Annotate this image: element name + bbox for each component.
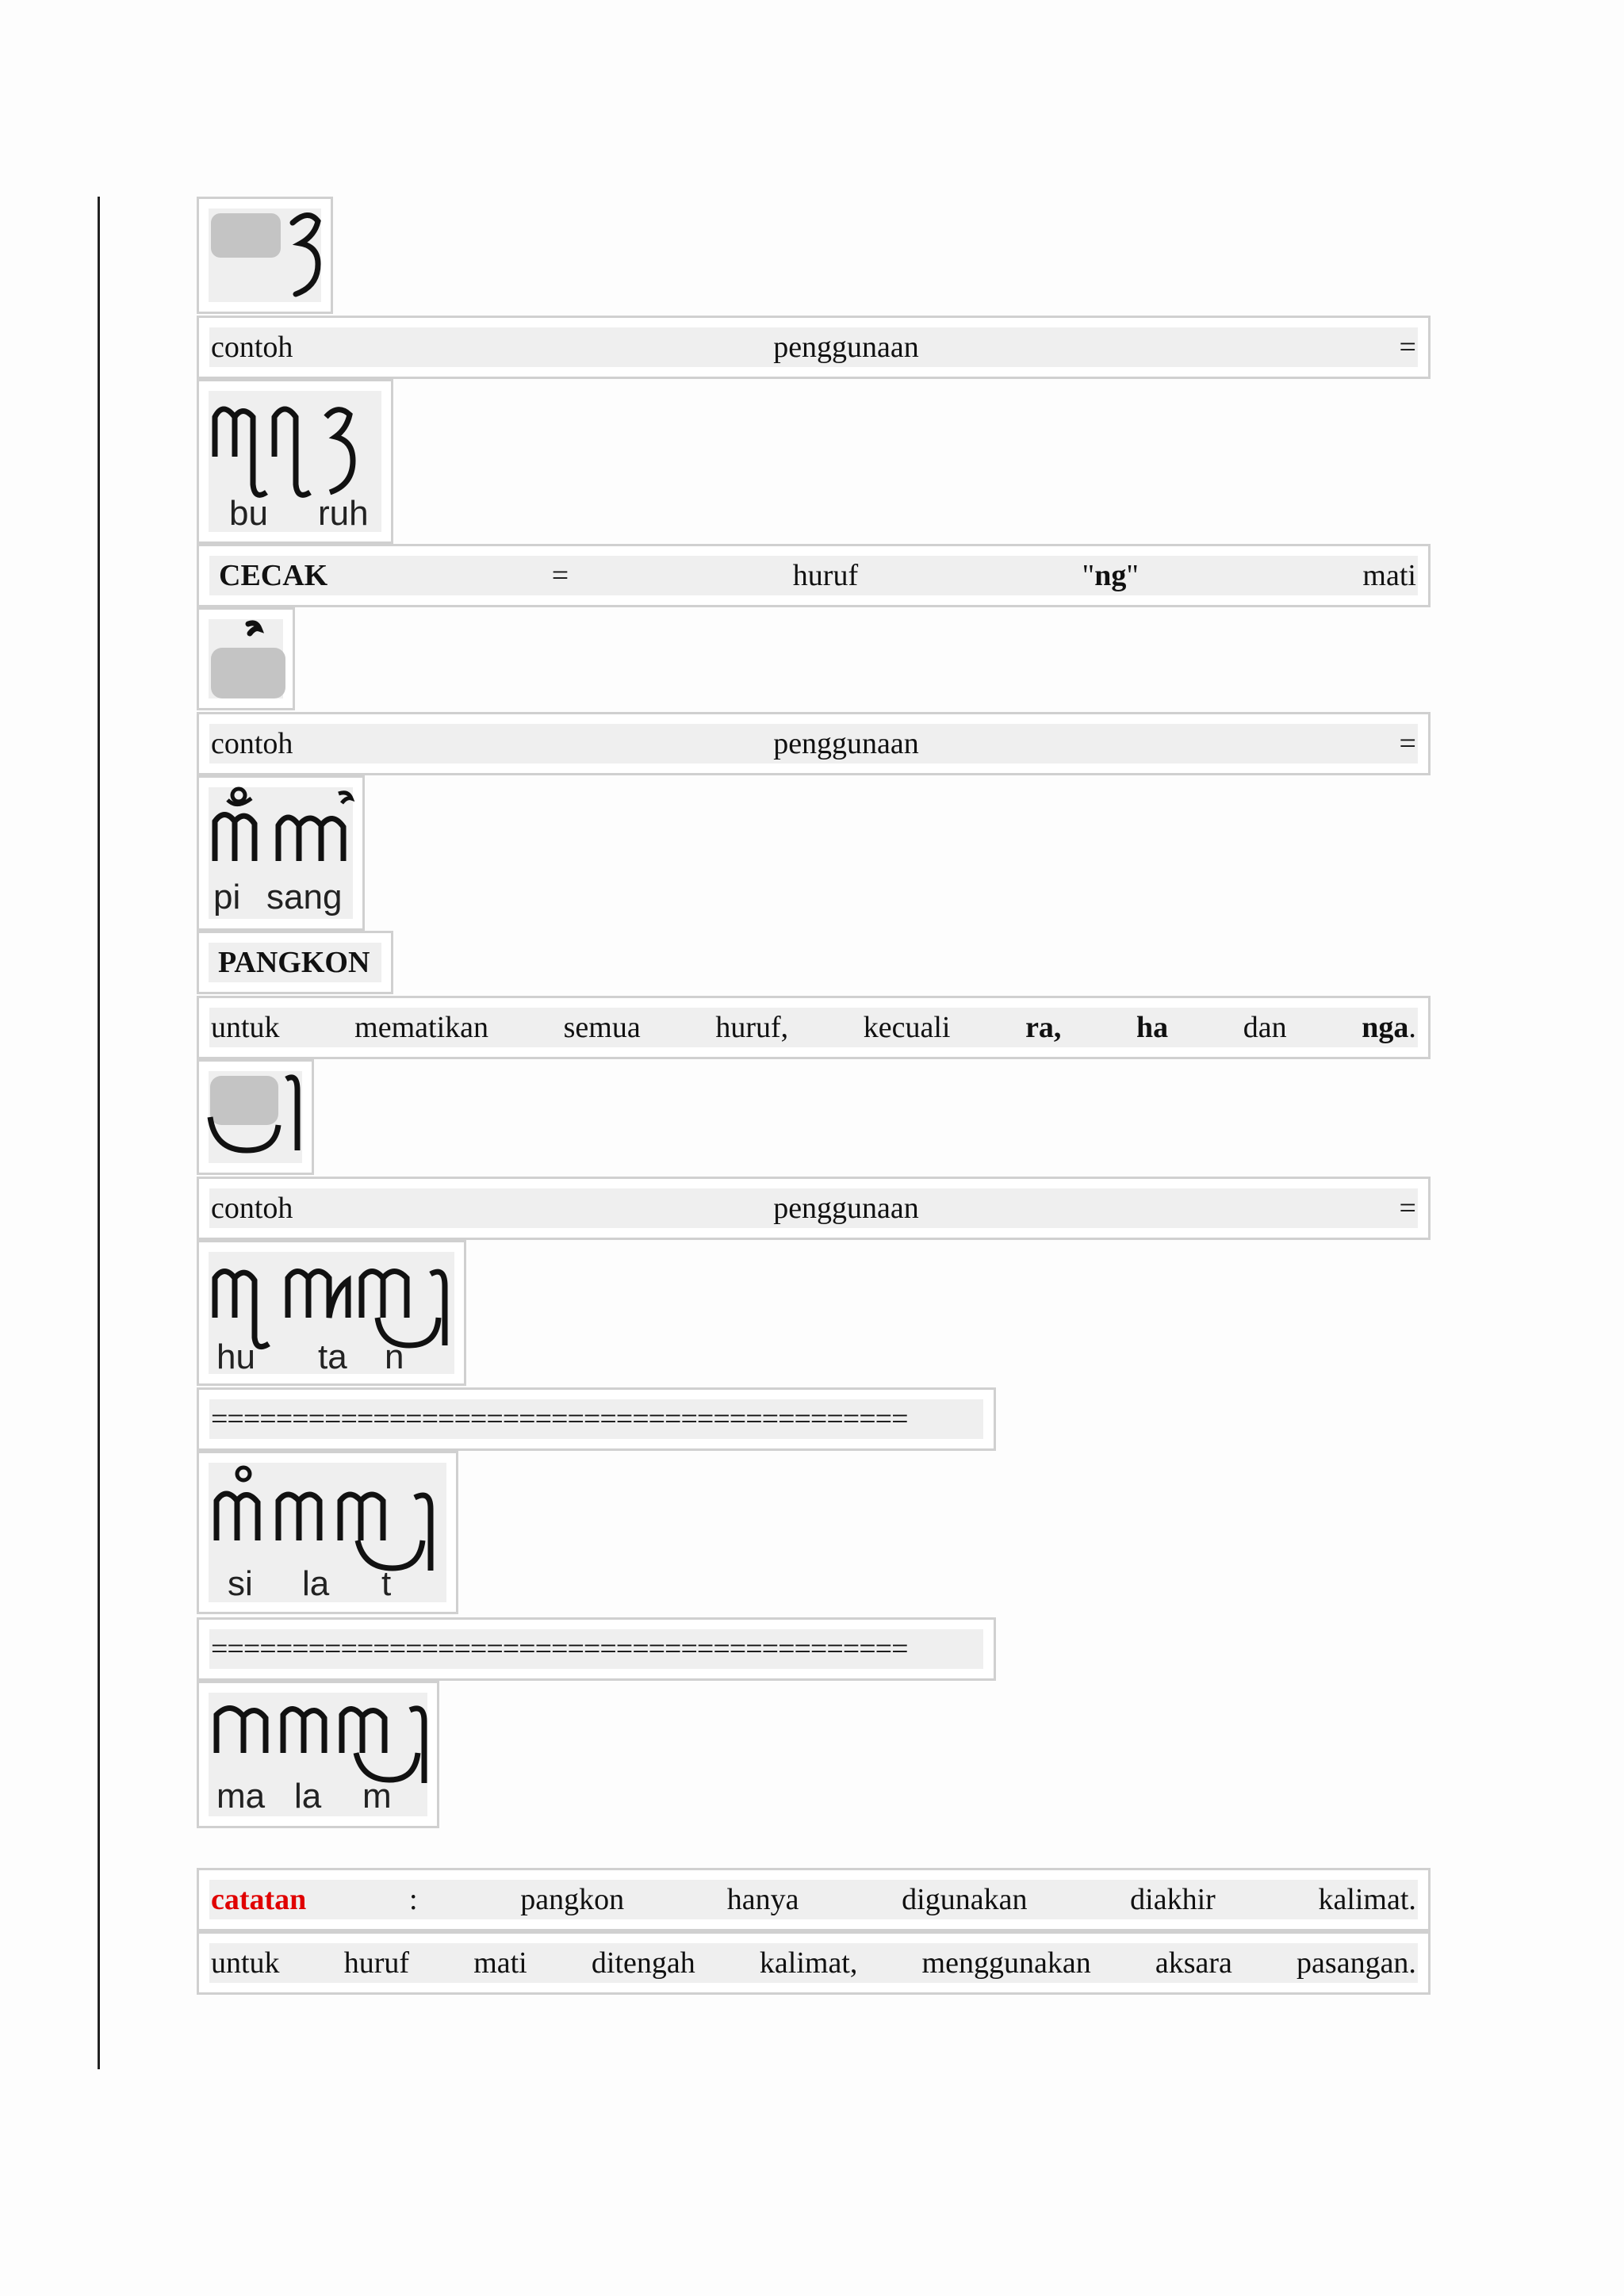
syllable-la: la: [302, 1564, 330, 1603]
separator-bar-1: [197, 1387, 996, 1451]
example-image-hutan: [197, 1240, 466, 1386]
note-word: pasangan.: [1297, 1946, 1416, 1980]
note-word: :: [408, 1883, 418, 1916]
pangkon-description-bar: [197, 996, 1431, 1059]
cecak-equals: =: [551, 559, 569, 592]
note-word: hanya: [726, 1883, 799, 1916]
usage-word-penggunaan: penggunaan: [773, 331, 919, 364]
cecak-glyph-icon: [199, 610, 297, 713]
glyph-image-top: [197, 197, 333, 314]
note-word: kalimat.: [1318, 1883, 1416, 1916]
syllable-si: si: [228, 1564, 253, 1603]
usage-word-equals: =: [1399, 1192, 1416, 1225]
usage-word-penggunaan: penggunaan: [773, 727, 919, 760]
syllable-ma: ma: [216, 1777, 266, 1816]
note-word: mati: [473, 1946, 527, 1980]
syllable-pi: pi: [213, 878, 241, 916]
desc-word: huruf,: [715, 1011, 789, 1044]
glyph-image-cecak: [197, 607, 295, 710]
aksara-glyph-icon: [199, 199, 335, 316]
syllable-ta: ta: [318, 1337, 347, 1376]
note-word: menggunakan: [921, 1946, 1091, 1980]
syllable-hu: hu: [216, 1337, 255, 1376]
note-word: pangkon: [520, 1883, 625, 1916]
desc-word: untuk: [211, 1011, 280, 1044]
desc-word: kecuali: [863, 1011, 951, 1044]
page-margin-line: [98, 197, 100, 2069]
desc-word: dan: [1243, 1011, 1287, 1044]
usage-word-contoh: contoh: [211, 1192, 293, 1225]
example-image-pisang: [197, 775, 365, 931]
pangkon-glyph-icon: [199, 1062, 316, 1177]
example-image-malam: [197, 1681, 439, 1828]
note-word: diakhir: [1130, 1883, 1216, 1916]
usage-label-bar-1: [197, 316, 1431, 379]
desc-word-bold: ra,: [1025, 1011, 1062, 1044]
example-image-silat: [197, 1451, 458, 1614]
note-word: ditengah: [591, 1946, 695, 1980]
note-word: digunakan: [902, 1883, 1028, 1916]
syllable-ruh: ruh: [318, 494, 369, 533]
usage-word-equals: =: [1399, 331, 1416, 364]
usage-label-bar-3: [197, 1177, 1431, 1240]
pangkon-title: PANGKON: [209, 943, 381, 982]
syllable-t: t: [381, 1564, 392, 1603]
syllable-m: m: [362, 1777, 392, 1816]
note-bar-1: [197, 1868, 1431, 1931]
separator-bar-2: [197, 1617, 996, 1681]
example-image-buruh: [197, 379, 393, 544]
note-word: untuk: [211, 1946, 280, 1980]
glyph-image-pangkon: [197, 1059, 314, 1175]
cecak-word-mati: mati: [1362, 559, 1416, 592]
cecak-word-huruf: huruf: [792, 559, 859, 592]
separator-line: ===========================================: [209, 1629, 983, 1669]
desc-word-nga: nga.: [1362, 1011, 1416, 1044]
desc-word: mematikan: [354, 1011, 489, 1044]
cecak-definition-bar: [197, 544, 1431, 607]
note-word: aksara: [1155, 1946, 1232, 1980]
syllable-sang: sang: [266, 878, 343, 916]
cecak-word-ng: "ng": [1082, 559, 1139, 592]
separator-line: ===========================================: [209, 1399, 983, 1439]
usage-word-equals: =: [1399, 727, 1416, 760]
pangkon-title-box: [197, 931, 393, 994]
note-label-catatan: catatan: [211, 1883, 307, 1916]
syllable-n: n: [385, 1337, 404, 1376]
usage-label-bar-2: [197, 712, 1431, 775]
usage-word-penggunaan: penggunaan: [773, 1192, 919, 1225]
note-word: kalimat,: [759, 1946, 858, 1980]
syllable-bu: bu: [229, 494, 268, 533]
cecak-title: CECAK: [219, 559, 328, 592]
usage-word-contoh: contoh: [211, 727, 293, 760]
syllable-la: la: [294, 1777, 322, 1816]
desc-word: semua: [563, 1011, 641, 1044]
note-bar-2: [197, 1931, 1431, 1995]
desc-word-bold: ha: [1136, 1011, 1169, 1044]
usage-word-contoh: contoh: [211, 331, 293, 364]
note-word: huruf: [343, 1946, 410, 1980]
